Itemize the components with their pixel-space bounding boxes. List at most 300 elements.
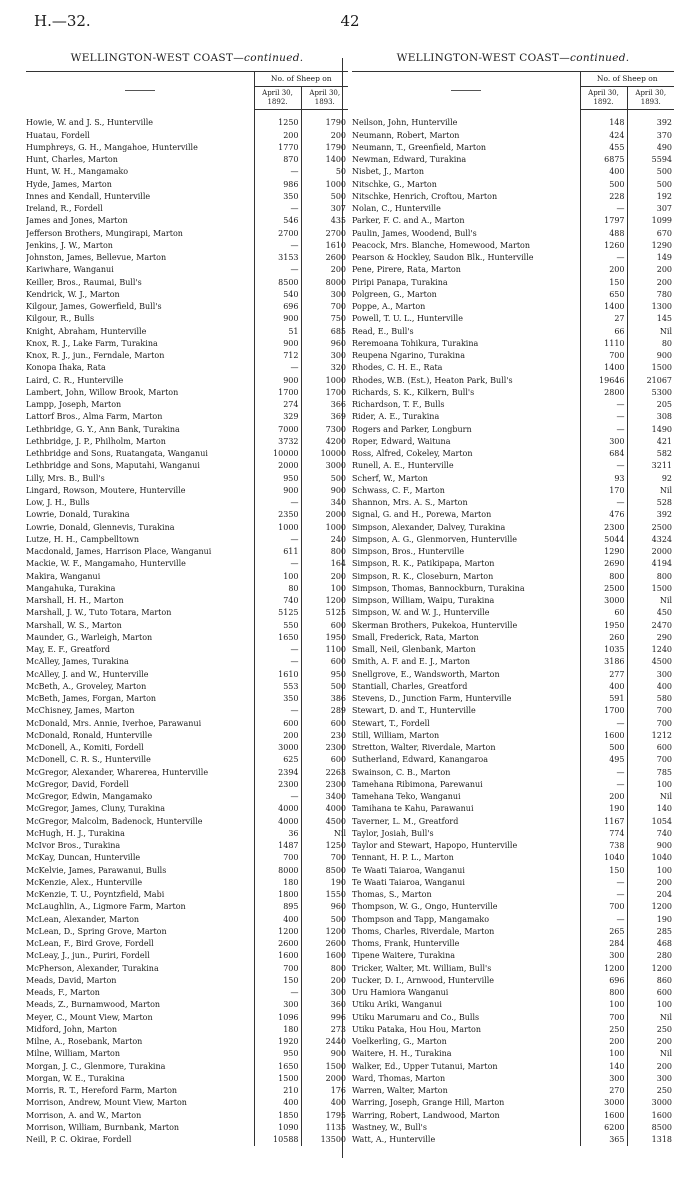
holder-name: Tipene Waitere, Turakina (352, 951, 456, 961)
holder-name: Jefferson Brothers, Mungirapi, Marton (26, 228, 183, 238)
sheep-1892: 1797 (580, 215, 627, 227)
table-row (26, 179, 348, 191)
table-row (26, 252, 348, 264)
table-row (26, 681, 348, 693)
sheep-1892: 4000 (254, 816, 301, 828)
table-row (26, 571, 348, 583)
holder-name: Milne, William, Marton (26, 1049, 121, 1059)
table-row (26, 1061, 348, 1073)
sheep-1893: 1000 (301, 179, 348, 191)
holder-name: May, E. F., Greatford (26, 645, 111, 654)
sheep-1893: 3000 (627, 1097, 674, 1109)
sheep-1892: 1950 (580, 620, 627, 632)
holder-name: Hunt, W. H., Mangamako (26, 167, 129, 177)
sheep-1892: 350 (254, 191, 301, 203)
sheep-1893: 1135 (301, 1122, 348, 1134)
sheep-1893: 250 (627, 1024, 674, 1036)
sheep-1892: 3153 (254, 252, 301, 264)
sheep-1892: 250 (580, 1024, 627, 1036)
holder-name: Simpson, Thomas, Bannockburn, Turakina (352, 583, 525, 593)
holder-name: Lingard, Rowson, Moutere, Hunterville (26, 485, 186, 495)
sheep-1892: 150 (580, 277, 627, 289)
holder-name: Mangahuka, Turakina (26, 583, 116, 593)
sheep-1893: 600 (301, 718, 348, 730)
sheep-1892: — (254, 644, 301, 656)
table-row (352, 669, 674, 681)
sheep-1893: Nil (627, 595, 674, 607)
holder-name: Nitschke, Henrich, Croftou, Marton (352, 191, 498, 201)
holder-name: Konopa Ihaka, Rata (26, 363, 106, 373)
sheep-1893: 435 (301, 215, 348, 227)
sheep-1893: 700 (627, 718, 674, 730)
sheep-1893: 1610 (301, 240, 348, 252)
sheep-1892: 1400 (580, 362, 627, 374)
holder-name: Simpson, A. G., Glenmorven, Hunterville (352, 534, 518, 544)
table-row (352, 1122, 674, 1134)
sheep-1893: 164 (301, 558, 348, 570)
sheep-1893: 600 (301, 620, 348, 632)
sheep-1893: 100 (627, 779, 674, 791)
holder-name: Sutherland, Edward, Kanangaroa (352, 755, 488, 765)
sheep-1893: 600 (301, 656, 348, 668)
holder-name: Milne, A., Rosebank, Marton (26, 1037, 143, 1046)
table-row (352, 203, 674, 215)
sheep-1893: 100 (627, 999, 674, 1011)
holder-name: Tamihana te Kahu, Parawanui (352, 804, 474, 814)
table-row (352, 1024, 674, 1036)
sheep-1893: 1790 (301, 117, 348, 129)
table-row (352, 313, 674, 325)
left-column-title (26, 52, 348, 64)
table-row (352, 975, 674, 987)
sheep-1892: 870 (254, 154, 301, 166)
holder-name: Hunt, Charles, Marton (26, 155, 118, 164)
table-row (26, 289, 348, 301)
table-row (26, 448, 348, 460)
sheep-1892: 712 (254, 350, 301, 362)
table-row (352, 338, 674, 350)
holder-name: Mackie, W. F., Mangamaho, Hunterville (26, 559, 186, 569)
sheep-1893: 800 (301, 963, 348, 975)
holder-name: Te Waati Taiaroa, Wanganui (352, 865, 465, 875)
sheep-1893: 200 (627, 1036, 674, 1048)
holder-name: McGregor, Alexander, Wharerea, Hunterville (26, 767, 209, 777)
holder-name: Smith, A. F. and E. J., Marton (352, 657, 471, 667)
sheep-1893: 780 (627, 289, 674, 301)
table-row (26, 1134, 348, 1146)
holder-name: Tamehana Teko, Wanganui (352, 792, 461, 801)
sheep-1892: 986 (254, 179, 301, 191)
sheep-1893: Nil (627, 1012, 674, 1024)
sheep-1893: 240 (301, 534, 348, 546)
sheep-1893: 200 (627, 1061, 674, 1073)
sheep-1892: 100 (580, 1048, 627, 1060)
holder-name: Lethbridge and Sons, Ruatangata, Wanganui (26, 449, 208, 458)
table-row (352, 142, 674, 154)
table-row (26, 987, 348, 999)
sheep-1893: 1054 (627, 816, 674, 828)
sheep-1893: 2263 (301, 767, 348, 779)
table-row (352, 350, 674, 362)
holder-name: Lattorf Bros., Alma Farm, Marton (26, 412, 163, 422)
sheep-1893: 230 (301, 730, 348, 742)
table-row (352, 828, 674, 840)
holder-name: Read, E., Bull's (352, 326, 414, 336)
sheep-1892: 696 (580, 975, 627, 987)
sheep-1893: 100 (301, 583, 348, 595)
sheep-1893: 2700 (301, 228, 348, 240)
sheep-1893: 192 (627, 191, 674, 203)
sheep-1893: 1500 (627, 362, 674, 374)
sheep-1892: 950 (254, 1048, 301, 1060)
sheep-1893: 280 (627, 950, 674, 962)
holder-name: Stevens, D., Junction Farm, Hunterville (352, 694, 512, 703)
table-row (26, 938, 348, 950)
table-row (26, 166, 348, 178)
holder-name: Huatau, Fordell (26, 130, 90, 140)
table-row (352, 1061, 674, 1073)
holder-name: Thoms, Charles, Riverdale, Marton (352, 926, 495, 936)
sheep-1893: 4500 (301, 816, 348, 828)
table-row (26, 277, 348, 289)
sheep-1893: 250 (627, 1085, 674, 1097)
table-row (352, 1085, 674, 1097)
table-row (352, 571, 674, 583)
holder-name: Morrison, Andrew, Mount View, Marton (26, 1098, 187, 1108)
holder-name: Tennant, H. P. L., Marton (352, 853, 454, 863)
holder-name: Knox, R. J., jun., Ferndale, Marton (26, 351, 165, 360)
table-row (26, 595, 348, 607)
holder-name: Morris, R. T., Hereford Farm, Marton (26, 1086, 178, 1095)
sheep-1893: 205 (627, 399, 674, 411)
holder-name: Utiku Marumaru and Co., Bulls (352, 1012, 480, 1022)
table-row (352, 301, 674, 313)
right-column (352, 52, 674, 1146)
sheep-1892: 591 (580, 693, 627, 705)
sheep-1892: 1500 (254, 1073, 301, 1085)
table-row (352, 522, 674, 534)
right-title-suffix: continued. (570, 52, 630, 64)
sheep-1893: 140 (627, 803, 674, 815)
sheep-1893: 1200 (301, 595, 348, 607)
right-table-body (352, 117, 674, 1146)
holder-name: McLaughlin, A., Ligmore Farm, Marton (26, 902, 186, 912)
sheep-1893: 8000 (301, 277, 348, 289)
table-row (352, 1036, 674, 1048)
sheep-1892: 650 (580, 289, 627, 301)
sheep-1892: 2800 (580, 387, 627, 399)
sheep-1892: 1250 (254, 117, 301, 129)
sheep-1892: 1800 (254, 889, 301, 901)
sheep-1892: 300 (580, 1073, 627, 1085)
sheep-1893: 1600 (627, 1110, 674, 1122)
holder-name: Small, Frederick, Rata, Marton (352, 632, 479, 642)
sheep-1892: — (580, 877, 627, 889)
sheep-1892: — (580, 203, 627, 215)
sheep-1892: 1600 (580, 1110, 627, 1122)
right-title-text: WELLINGTON-WEST COAST— (396, 52, 571, 64)
holder-name: Small, Neil, Glenbank, Marton (352, 645, 476, 654)
sheep-1892: 1700 (254, 387, 301, 399)
sheep-1892: 1700 (580, 705, 627, 717)
sheep-1893: 1240 (627, 644, 674, 656)
table-row (26, 767, 348, 779)
table-row (26, 1036, 348, 1048)
holder-name: McKenzie, T. U., Poyntzfield, Mabi (26, 890, 165, 899)
table-row (26, 215, 348, 227)
sheep-1893: 900 (627, 350, 674, 362)
table-row (26, 301, 348, 313)
sheep-1893: 307 (627, 203, 674, 215)
sheep-1892: 100 (580, 999, 627, 1011)
sheep-1893: 996 (301, 1012, 348, 1024)
sheep-1893: 92 (627, 473, 674, 485)
sheep-1893: 4194 (627, 558, 674, 570)
table-row (352, 1134, 674, 1146)
holder-name: Maunder, G., Warleigh, Marton (26, 632, 153, 642)
table-row (26, 460, 348, 472)
holder-name: McGregor, Malcolm, Badenock, Hunterville (26, 816, 203, 826)
table-row (26, 473, 348, 485)
sheep-1892: 625 (254, 754, 301, 766)
table-row (352, 816, 674, 828)
holder-name: Snellgrove, E., Wandsworth, Marton (352, 669, 500, 679)
holder-name: Ireland, R., Fordell (26, 204, 103, 213)
holder-name: Simpson, W. and W. J., Hunterville (352, 608, 490, 618)
holder-name: Taylor and Stewart, Hapopo, Hunterville (352, 841, 518, 850)
holder-name: McDonell, A., Komiti, Fordell (26, 743, 144, 752)
sheep-1892: — (254, 362, 301, 374)
sheep-1893: 1200 (301, 926, 348, 938)
table-row (26, 338, 348, 350)
table-row (352, 595, 674, 607)
table-row (26, 632, 348, 644)
table-row (26, 754, 348, 766)
sheep-1892: 5044 (580, 534, 627, 546)
table-row (26, 485, 348, 497)
sheep-1893: 900 (301, 1048, 348, 1060)
sheep-1892: 774 (580, 828, 627, 840)
sheep-1892: 1200 (580, 963, 627, 975)
sheep-1892: 950 (254, 473, 301, 485)
sheep-1892: 190 (580, 803, 627, 815)
sheep-1892: — (254, 558, 301, 570)
holder-name: Taverner, L. M., Greatford (352, 816, 459, 826)
table-row (26, 228, 348, 240)
sheep-1893: 2440 (301, 1036, 348, 1048)
holder-name: McAlley, J. and W., Hunterville (26, 669, 149, 679)
sheep-1892: 300 (580, 436, 627, 448)
sheep-1892: 180 (254, 1024, 301, 1036)
table-row (352, 718, 674, 730)
sheep-1892: 400 (580, 166, 627, 178)
table-row (352, 693, 674, 705)
sheep-1892: 3000 (580, 595, 627, 607)
holder-name: Shannon, Mrs. A. S., Marton (352, 498, 468, 507)
sheep-1893: 8500 (301, 865, 348, 877)
holder-name: Morrison, A. and W., Marton (26, 1110, 142, 1120)
sheep-1892: 150 (580, 865, 627, 877)
sheep-1893: 300 (627, 1073, 674, 1085)
holder-name: Thompson and Tapp, Mangamako (352, 914, 490, 924)
table-row (352, 191, 674, 203)
table-row (352, 277, 674, 289)
sheep-1892: 2350 (254, 509, 301, 521)
sheep-1892: 7000 (254, 424, 301, 436)
holder-name: McHugh, H. J., Turakina (26, 828, 125, 838)
sheep-1892: 100 (254, 571, 301, 583)
sheep-1893: 2600 (301, 938, 348, 950)
sheep-1892: 611 (254, 546, 301, 558)
table-row (352, 154, 674, 166)
table-row (26, 999, 348, 1011)
sheep-1892: 700 (254, 852, 301, 864)
table-row (352, 179, 674, 191)
table-row (26, 203, 348, 215)
sheep-1893: 308 (627, 411, 674, 423)
sheep-1893: 307 (301, 203, 348, 215)
sheep-1892: 5125 (254, 607, 301, 619)
sheep-1893: 500 (301, 681, 348, 693)
table-row (26, 583, 348, 595)
sheep-1892: 1400 (580, 301, 627, 313)
table-row (352, 620, 674, 632)
table-row (352, 1110, 674, 1122)
holder-name: Rider, A. E., Turakina (352, 412, 440, 422)
table-row (352, 362, 674, 374)
left-sheep-table (26, 71, 348, 1146)
table-row (352, 546, 674, 558)
table-row (352, 166, 674, 178)
holder-name: Laird, C. R., Hunterville (26, 375, 124, 385)
sheep-1892: 210 (254, 1085, 301, 1097)
holder-name: Runell, A. E., Hunterville (352, 461, 454, 471)
sheep-1893: Nil (301, 828, 348, 840)
sheep-1892: 895 (254, 901, 301, 913)
table-row (26, 154, 348, 166)
table-row (352, 117, 674, 129)
sheep-1893: 468 (627, 938, 674, 950)
table-row (26, 718, 348, 730)
table-row (26, 620, 348, 632)
sheep-1893: 200 (627, 277, 674, 289)
sheep-1892: 27 (580, 313, 627, 325)
sheep-1893: 200 (301, 264, 348, 276)
sheep-1892: — (580, 497, 627, 509)
sheep-1892: 140 (580, 1061, 627, 1073)
sheep-1893: 950 (301, 669, 348, 681)
holder-name: Warring, Joseph, Grange Hill, Marton (352, 1098, 505, 1108)
holder-name: Rogers and Parker, Longburn (352, 424, 472, 434)
left-name-header (26, 72, 254, 110)
holder-name: McLean, F., Bird Grove, Fordell (26, 939, 154, 948)
sheep-1893: 450 (627, 607, 674, 619)
sheep-1893: 5594 (627, 154, 674, 166)
sheep-1892: 274 (254, 399, 301, 411)
holder-name: Skerman Brothers, Pukekoa, Hunterville (352, 620, 518, 630)
sheep-1892: 600 (254, 718, 301, 730)
sheep-1892: 8000 (254, 865, 301, 877)
holder-name: James and Jones, Marton (26, 216, 128, 226)
sheep-1892: — (254, 240, 301, 252)
sheep-1892: 700 (580, 901, 627, 913)
table-row (26, 693, 348, 705)
holder-name: McAlley, James, Turakina (26, 657, 129, 667)
sheep-1893: 200 (627, 264, 674, 276)
table-row (26, 607, 348, 619)
sheep-1892: 200 (254, 730, 301, 742)
sheep-1892: 300 (254, 999, 301, 1011)
holder-name: Midford, John, Marton (26, 1024, 118, 1034)
sheep-1893: 2600 (301, 252, 348, 264)
table-row (352, 130, 674, 142)
holder-name: Peacock, Mrs. Blanche, Homewood, Marton (352, 240, 531, 250)
holder-name: Taylor, Josiah, Bull's (352, 828, 434, 838)
sheep-1892: 8500 (254, 277, 301, 289)
sheep-1893: Nil (627, 1048, 674, 1060)
sheep-1892: 1035 (580, 644, 627, 656)
sheep-1892: 80 (254, 583, 301, 595)
holder-name: Lethbridge and Sons, Maputahi, Wanganui (26, 461, 200, 471)
sheep-1892: 1040 (580, 852, 627, 864)
holder-name: Ward, Thomas, Marton (352, 1073, 446, 1083)
table-row (26, 816, 348, 828)
table-row (26, 558, 348, 570)
holder-name: Marshall, H. H., Marton (26, 596, 124, 605)
holder-name: Pene, Pirere, Rata, Marton (352, 265, 461, 275)
holder-name: Lethbridge, J. P., Philholm, Marton (26, 436, 166, 446)
sheep-1893: 360 (301, 999, 348, 1011)
holder-name: Tucker, D. I., Arnwood, Hunterville (352, 975, 495, 985)
table-row (26, 705, 348, 717)
table-row (26, 142, 348, 154)
holder-name: Neumann, Robert, Marton (352, 130, 460, 140)
table-row (26, 779, 348, 791)
sheep-1893: 1040 (627, 852, 674, 864)
sheep-1893: 2470 (627, 620, 674, 632)
sheep-1892: 700 (254, 963, 301, 975)
sheep-1892: 1167 (580, 816, 627, 828)
holder-name: McDonell, C. R. S., Hunterville (26, 755, 151, 765)
sheep-1892: 1110 (580, 338, 627, 350)
holder-name: Neilson, John, Hunterville (352, 118, 458, 128)
sheep-1893: 1700 (301, 387, 348, 399)
holder-name: Lambert, John, Willow Brook, Marton (26, 387, 179, 397)
sheep-1893: 3400 (301, 791, 348, 803)
holder-name: Walker, Ed., Upper Tutanui, Marton (352, 1061, 498, 1071)
sheep-1892: 3732 (254, 436, 301, 448)
sheep-1892: 488 (580, 228, 627, 240)
sheep-1892: 1600 (580, 730, 627, 742)
right-header-1892: April 30, 1892. (580, 87, 627, 110)
table-row (352, 215, 674, 227)
table-row (26, 1048, 348, 1060)
sheep-1893: 500 (301, 473, 348, 485)
table-row (26, 191, 348, 203)
sheep-1892: — (580, 399, 627, 411)
sheep-1893: 4324 (627, 534, 674, 546)
sheep-1892: — (254, 987, 301, 999)
table-row (352, 228, 674, 240)
table-row (352, 901, 674, 913)
holder-name: Poppe, A., Marton (352, 302, 426, 311)
sheep-1893: 80 (627, 338, 674, 350)
sheep-1893: 500 (301, 191, 348, 203)
table-row (352, 914, 674, 926)
table-row (352, 791, 674, 803)
table-row (352, 497, 674, 509)
sheep-1892: 1920 (254, 1036, 301, 1048)
